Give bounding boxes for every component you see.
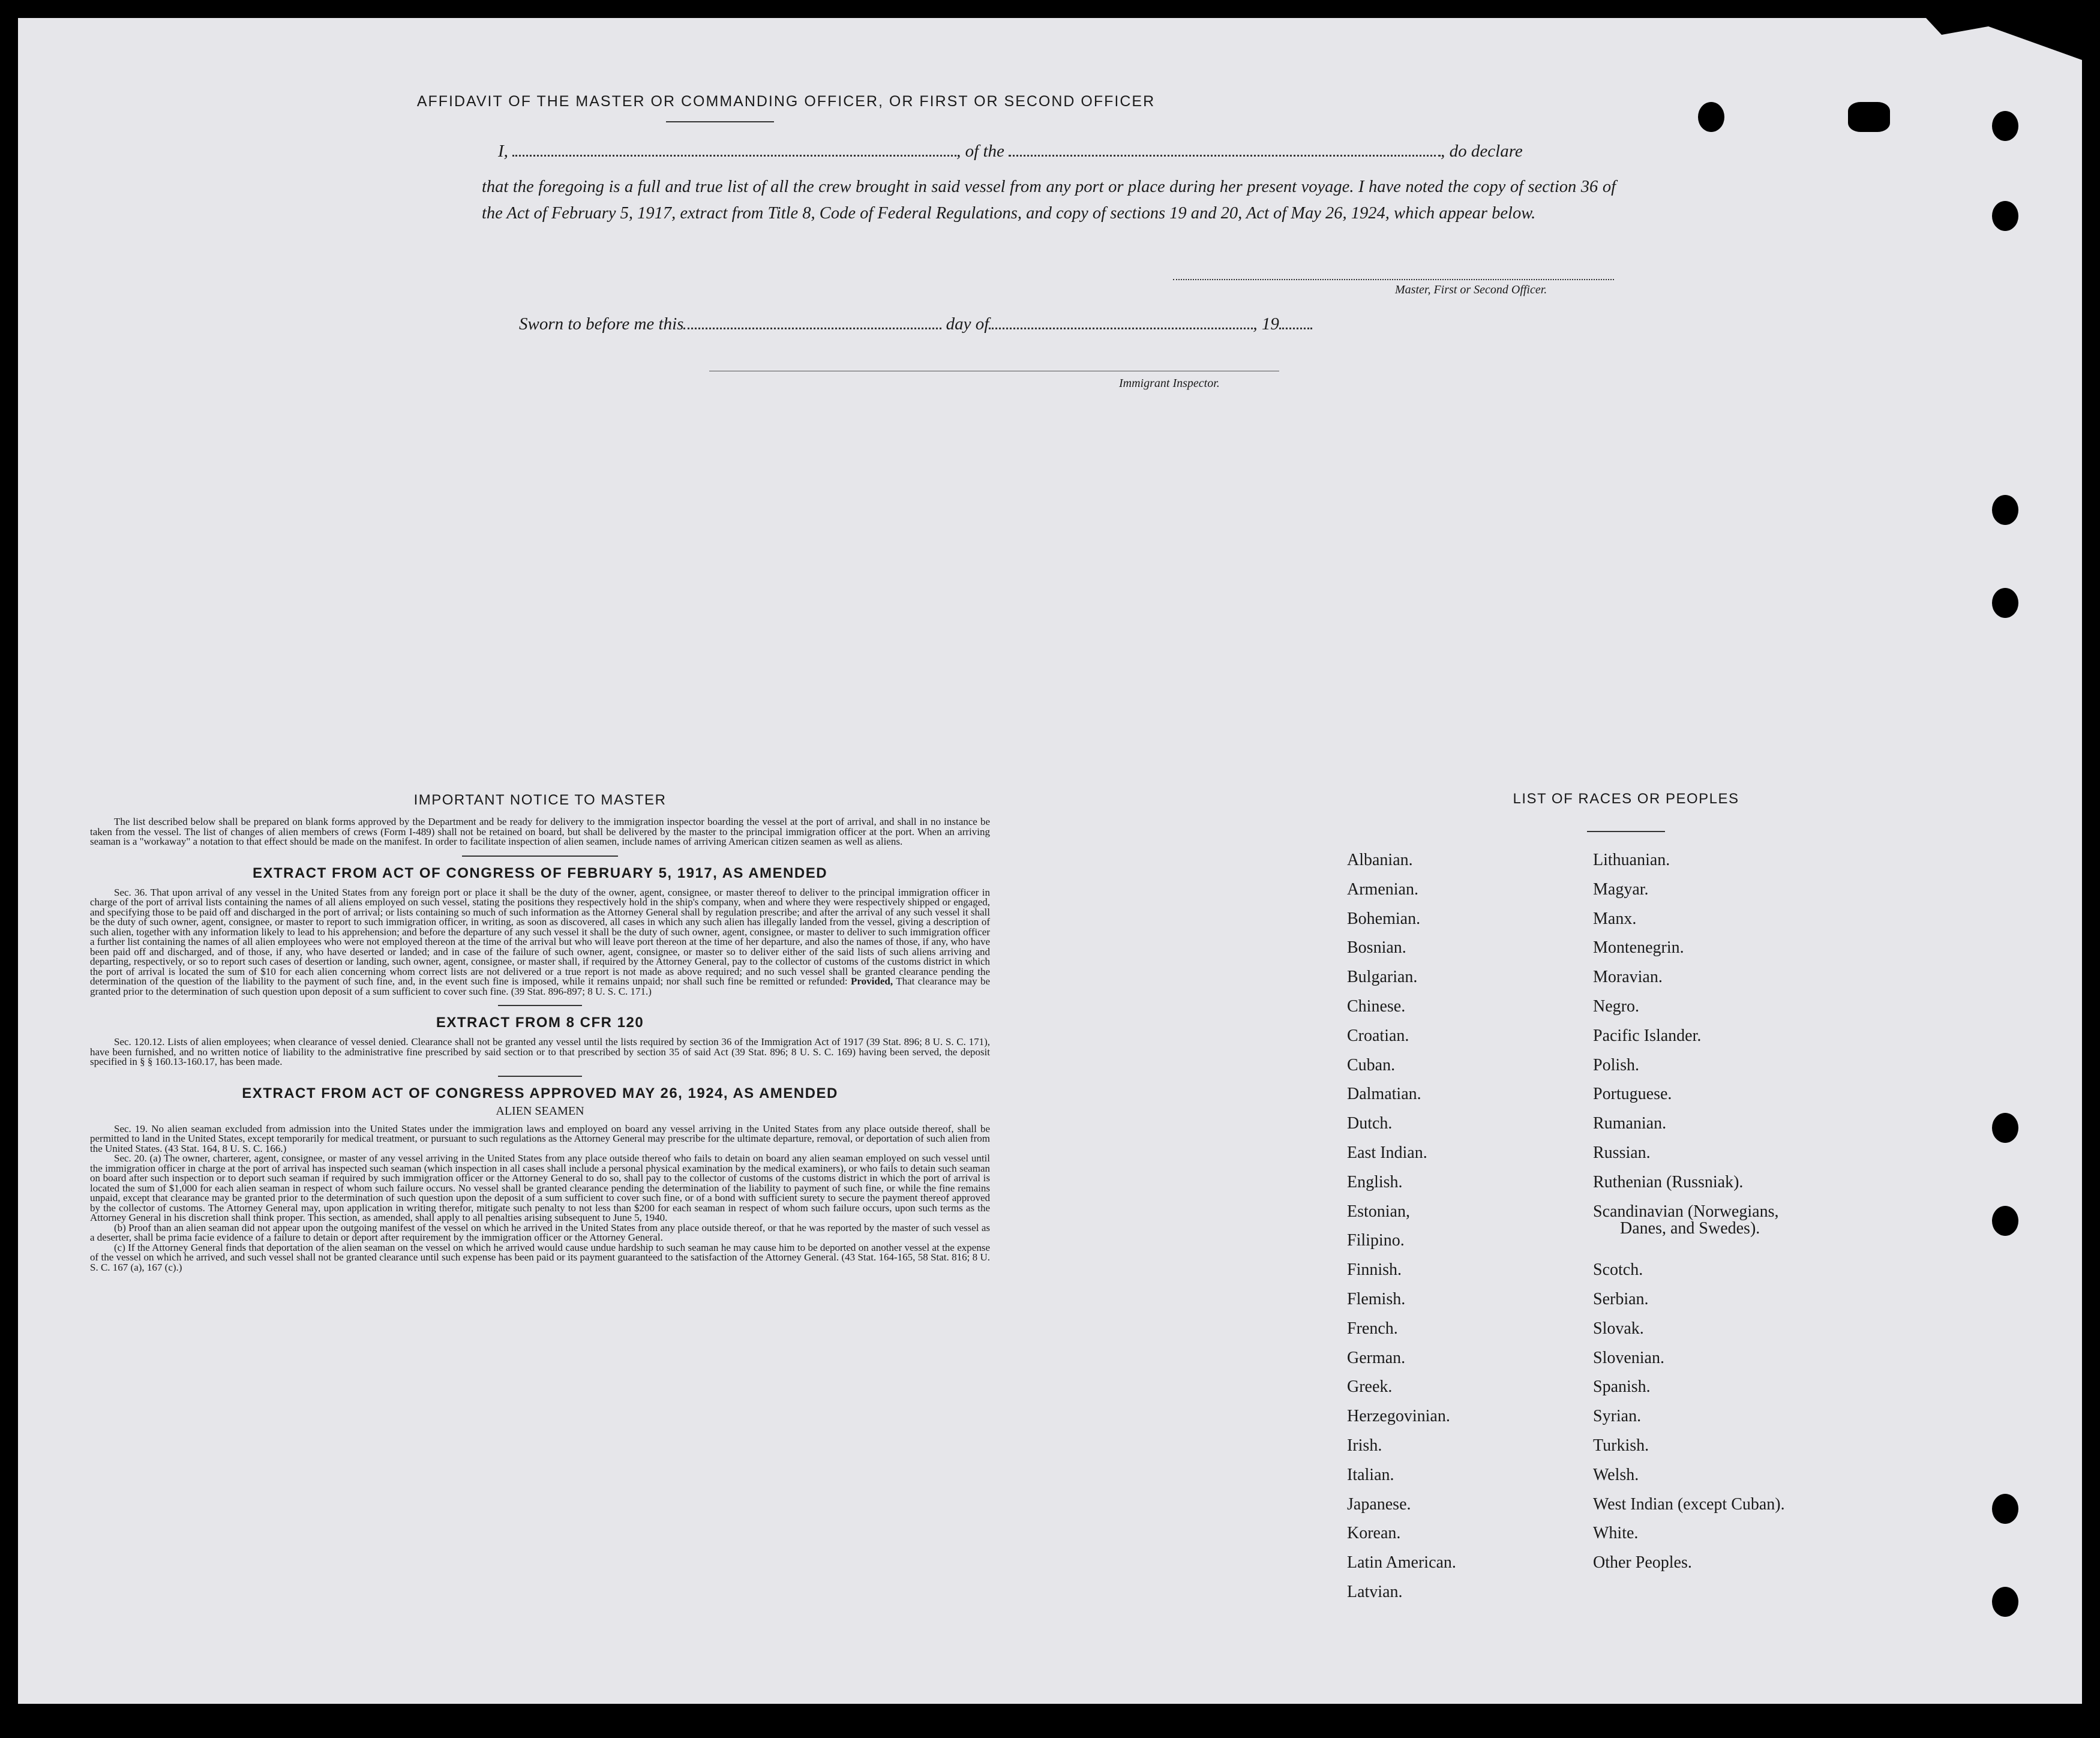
race-item: Herzegovinian. — [1347, 1407, 1450, 1426]
race-item: German. — [1347, 1348, 1406, 1367]
affidavit-of-the-label: , of the — [956, 142, 1004, 161]
extract-8cfr-body — [90, 1037, 990, 1067]
extract-1924-sec19 — [90, 1124, 990, 1154]
notice-body — [90, 817, 990, 847]
extract-1924-sec20c — [90, 1243, 990, 1273]
divider — [666, 121, 774, 122]
extract-8cfr-title: EXTRACT FROM 8 CFR 120 — [436, 1014, 644, 1031]
race-item: Irish. — [1347, 1436, 1382, 1455]
race-item: Polish. — [1593, 1055, 1640, 1074]
punch-hole — [1698, 102, 1724, 132]
master-signature-line[interactable] — [1173, 278, 1614, 280]
race-item: Russian. — [1593, 1143, 1651, 1162]
race-item: Korean. — [1347, 1524, 1401, 1543]
punch-hole — [1992, 588, 2018, 618]
affidavit-name-line — [498, 142, 1523, 161]
race-item: Danes, and Swedes). — [1620, 1219, 1760, 1238]
race-item: Latin American. — [1347, 1553, 1456, 1572]
vessel-blank[interactable] — [1009, 155, 1441, 157]
race-item: Pacific Islander. — [1593, 1026, 1702, 1045]
extract-1917-body — [90, 888, 990, 997]
name-blank[interactable] — [512, 155, 956, 157]
master-signature-caption: Master, First or Second Officer. — [1395, 283, 1547, 296]
punch-hole — [1992, 1113, 2018, 1143]
race-item: Ruthenian (Russniak). — [1593, 1172, 1744, 1191]
affidavit-title: AFFIDAVIT OF THE MASTER OR COMMANDING OFFICER, OR FIRST OR SECOND OFFICER — [416, 93, 1156, 110]
race-item: English. — [1347, 1172, 1403, 1191]
race-item: Moravian. — [1593, 968, 1663, 987]
extract-1924-title: EXTRACT FROM ACT OF CONGRESS APPROVED MAY 26, 1924, AS AMENDED — [242, 1085, 838, 1101]
race-item: Spanish. — [1593, 1377, 1651, 1397]
races-title: LIST OF RACES OR PEOPLES — [1513, 791, 1739, 807]
race-item: Negro. — [1593, 997, 1639, 1016]
extract-1924-subtitle: ALIEN SEAMEN — [496, 1104, 584, 1118]
sworn-line — [519, 314, 1312, 334]
race-item: Welsh. — [1593, 1465, 1639, 1484]
extract-8cfr-text: Sec. 120.12. Lists of alien employees; when clearance of vessel denied. Clearance shall not be granted any vessel until the lists required by section 36 of the Immigration Act of 1917 (39 Stat. 896; 8 U. S. C. 171), have been furnished, and no written notice of liability to the administrative fine prescribed by said section or to that prescribed by section 35 of said Act (39 Stat. 896; 8 U. S. C. 169) having been served, the deposit specified in § § 160.13-160.17, has been made. — [90, 1036, 990, 1067]
sworn-month-blank[interactable] — [989, 328, 1253, 329]
race-item: Japanese. — [1347, 1494, 1411, 1514]
race-item: Serbian. — [1593, 1290, 1649, 1308]
punch-hole — [1992, 111, 2018, 141]
punch-hole — [1992, 1494, 2018, 1524]
race-item: Albanian. — [1347, 851, 1413, 869]
race-item: White. — [1593, 1524, 1639, 1543]
divider — [498, 1005, 582, 1006]
affidavit-statement: that the foregoing is a full and true list of all the crew brought in said vessel from any port or place during her present voyage. I have noted the copy of section 36 of the Act of February 5, 1917, extract from Title 8, Code of Federal Regulations, and copy of sections 19 and 20, Act of May 26, 1924, which appear below. — [482, 178, 1616, 223]
divider — [1587, 831, 1665, 832]
punch-hole — [1992, 1587, 2018, 1617]
race-item: Dalmatian. — [1347, 1085, 1421, 1104]
race-item: Flemish. — [1347, 1290, 1406, 1308]
sworn-year-blank[interactable] — [1279, 328, 1312, 329]
race-item: Portuguese. — [1593, 1085, 1672, 1104]
sworn-prefix: Sworn to before me this — [519, 314, 684, 334]
race-item: Estonian, — [1347, 1202, 1410, 1221]
extract-1924-sec20b — [90, 1223, 990, 1243]
race-item: Bulgarian. — [1347, 968, 1418, 987]
extract-1917-text: Sec. 36. That upon arrival of any vessel in the United States from any foreign port or place it shall be the duty of the owner, agent, consignee, or master thereof to deliver to the principal immigration officer in charge of the port of arrival lists containing the names of all aliens employed on such vessel, stating the positions they respectively hold in the ship's company, when and where they were respectively shipped or engaged, and specifying those to be paid off and discharged in the port of arrival; or lists containing so much of such information as the Attorney General shall by regulation prescribe; and after the arrival of any such vessel it shall be the duty of such owner, agent, consignee, or master to report to such immigration officer, in writing, as soon as discovered, all cases in which any such alien has illegally landed from the vessel, giving a description of such alien, together with any information likely to lead to his apprehension; and before the departure of any such vessel it shall be the duty of such owner, agent, consignee, or master to deliver to such immigration officer a further list containing the names of all alien employees who were not employed thereon at the time of the arrival but who will leave port thereon at the time of her departure, and also the names of those, if any, who have been paid off and discharged, and of those, if any, who have deserted or landed; and in case of the failure of such owner, agent, consignee, or master so to deliver either of the said lists of such aliens arriving and departing, respectively, or so to report such cases of desertion or landing, such owner, agent, consignee, or master shall, if required by the Attorney General, pay to the collector of customs of the customs district in which the port of arrival is located the sum of $10 for each alien concerning whom correct lists are not delivered or a true report is not made as above required; and no such vessel shall be granted clearance pending the determination of the question of the liability to the payment of such fine, and, in the event such fine is imposed, while it remains unpaid; nor shall such fine be remitted or refunded: — [90, 886, 990, 987]
extract-1924-sec20a — [90, 1154, 990, 1223]
sworn-day-blank[interactable] — [683, 328, 941, 329]
race-item: Croatian. — [1347, 1026, 1409, 1045]
race-item: Filipino. — [1347, 1231, 1405, 1250]
race-item: Slovenian. — [1593, 1348, 1664, 1367]
race-item: Italian. — [1347, 1465, 1394, 1484]
punch-hole — [1848, 102, 1890, 132]
race-item: Slovak. — [1593, 1319, 1644, 1338]
punch-hole — [1992, 495, 2018, 525]
race-item: French. — [1347, 1319, 1398, 1338]
race-item: Latvian. — [1347, 1583, 1403, 1601]
race-item: Magyar. — [1593, 879, 1649, 899]
race-item: Greek. — [1347, 1377, 1393, 1397]
race-item: Armenian. — [1347, 879, 1418, 899]
divider — [498, 1076, 582, 1077]
notice-text: The list described below shall be prepared on blank forms approved by the Department and be ready for delivery to the immigration inspector boarding the vessel at the port of arrival, and shall in no instance be taken from the vessel. The list of changes of alien members of crews (Form I-489) shall not be retained on board, but shall be delivered by the master to the principal immigration officer at the port. When an arriving seaman is a "workaway" a notation to that effect should be made on the manifest. In order to facilitate inspection of alien seamen, include names of arriving American citizen seamen as well as aliens. — [90, 816, 990, 847]
race-item: Other Peoples. — [1593, 1553, 1692, 1572]
race-item: Scandinavian (Norwegians, — [1593, 1202, 1779, 1221]
sworn-year-label: , 19 — [1253, 314, 1279, 334]
punch-hole — [1992, 1206, 2018, 1236]
race-item: Manx. — [1593, 909, 1637, 928]
race-item: Cuban. — [1347, 1055, 1396, 1074]
race-item: Dutch. — [1347, 1114, 1393, 1133]
race-item: Bosnian. — [1347, 938, 1406, 957]
race-item: East Indian. — [1347, 1143, 1427, 1162]
race-item: Syrian. — [1593, 1407, 1642, 1426]
race-item: Turkish. — [1593, 1436, 1649, 1455]
notice-column — [90, 792, 990, 1272]
notice-title: IMPORTANT NOTICE TO MASTER — [413, 792, 667, 808]
race-item: Finnish. — [1347, 1260, 1402, 1280]
sec20c-text: (c) If the Attorney General finds that deportation of the alien seaman on the vessel on which he arrived would cause undue hardship to such seaman he may cause him to be deported on another vessel at the expense of the vessel on which he arrived, and such vessel shall not be granted clearance until such expense has been paid or its payment guaranteed to the satisfaction of the Attorney General. (43 Stat. 164-165, 58 Stat. 816; 8 U. S. C. 167 (a), 167 (c).) — [90, 1241, 990, 1273]
inspector-caption: Immigrant Inspector. — [1119, 377, 1220, 390]
sec20b-text: (b) Proof than an alien seaman did not appear upon the outgoing manifest of the vessel on which he arrived in the United States from any place outside thereof, or that he was reported by the master of such vessel as a deserter, shall be prima facie evidence of a failure to detain or deport after requirement by the immigration officer or the Attorney General. — [90, 1221, 990, 1243]
sworn-day-of-label: day of — [946, 314, 989, 334]
extract-1917-text-end: That clearance may be granted prior to the determination of such question upon deposit of a sum sufficient to cover such fine. (39 Stat. 896-897; 8 U. S. C. 171.) — [90, 975, 991, 997]
provided-word: Provided, — [851, 975, 893, 987]
race-item: West Indian (except Cuban). — [1593, 1494, 1785, 1514]
affidavit-declare-label: , do declare — [1441, 142, 1523, 161]
race-item: Rumanian. — [1593, 1114, 1667, 1133]
sec20a-text: Sec. 20. (a) The owner, charterer, agent, consignee, or master of any vessel arriving in the United States from any place outside thereof who fails to detain on board any alien seaman employed on such vessel until the immigration officer in charge at the port of arrival has inspected such seaman (which inspection in all cases shall include a personal physical examination by the medical examiners), or who fails to detain such seaman on board after such inspection or to deport such seaman if required by such immigration officer or the Attorney General to do so, shall pay to the collector of customs of the customs district in which the port of arrival is located the sum of $1,000 for each alien seaman in respect of whom such failure occurs. No vessel shall be granted clearance pending the determination of the liability to payment of such fine, or while the fine remains unpaid, except that clearance may be granted prior to the determination of such question upon the deposit of a sum sufficient to cover such fine, or of a bond with sufficient surety to secure the payment thereof approved by the collector of customs. The Attorney General may, upon application in writing therefor, mitigate such penalty to not less than $200 for each seaman in respect of whom such failure occurs, upon such terms as the Attorney General in his discretion shall think proper. This section, as amended, shall apply to all penalties arising subsequent to June 5, 1940. — [90, 1152, 990, 1223]
affidavit-i-label: I, — [498, 142, 508, 161]
race-item: Scotch. — [1593, 1260, 1643, 1280]
punch-hole — [1992, 201, 2018, 231]
race-item: Montenegrin. — [1593, 938, 1684, 957]
sec19-text: Sec. 19. No alien seaman excluded from admission into the United States under the immigration laws and employed on board any vessel arriving in the United States from any place outside thereof, shall be permitted to land in the United States, except temporarily for medical treatment, or pursuant to such regulations as the Attorney General may prescribe for the ultimate departure, removal, or deportation of such alien from the United States. (43 Stat. 164, 8 U. S. C. 166.) — [90, 1122, 990, 1154]
race-item: Chinese. — [1347, 997, 1406, 1016]
race-item: Bohemian. — [1347, 909, 1421, 928]
extract-1917-title: EXTRACT FROM ACT OF CONGRESS OF FEBRUARY 5, 1917, AS AMENDED — [252, 865, 828, 881]
divider — [462, 856, 618, 857]
race-item: Lithuanian. — [1593, 851, 1670, 869]
